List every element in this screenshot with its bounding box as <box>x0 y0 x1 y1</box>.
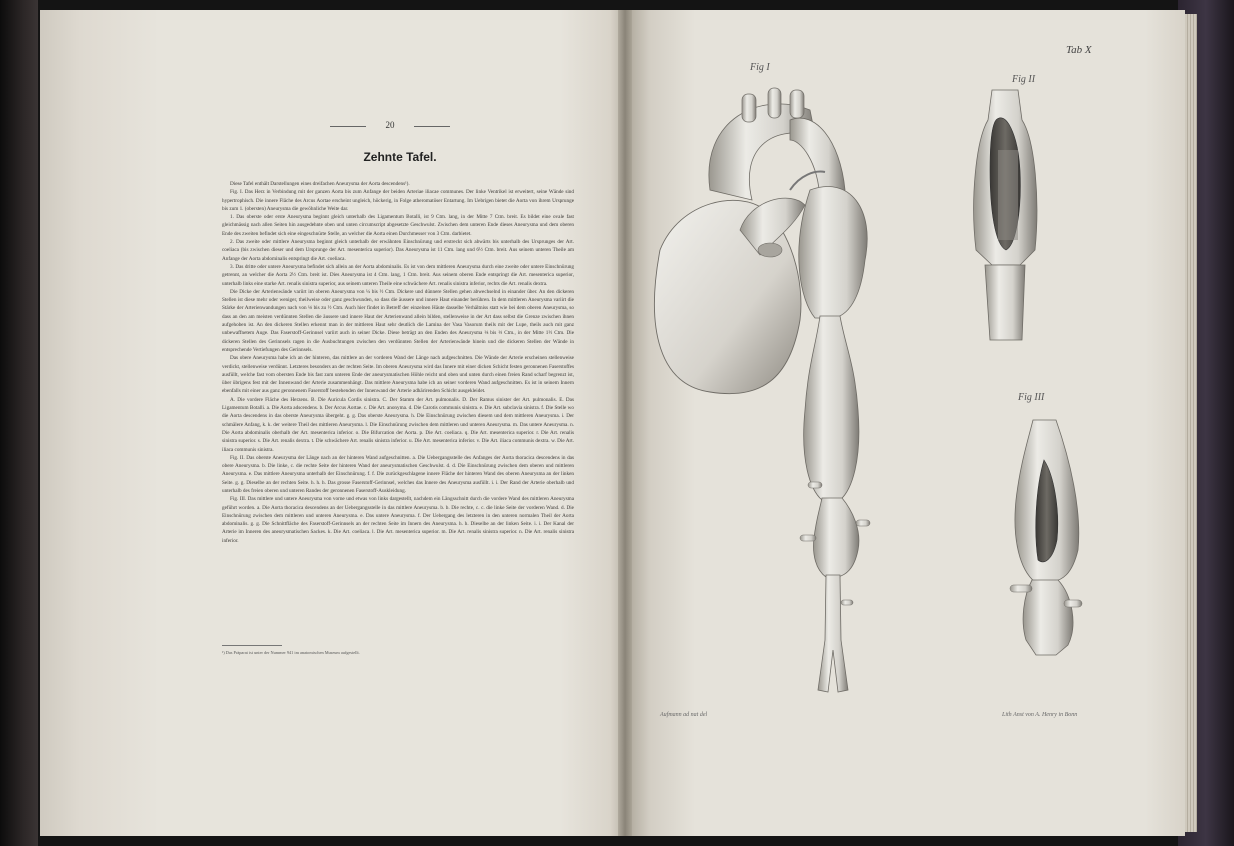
figure-3-middle-and-lower-aneurysm <box>1010 420 1082 655</box>
plate-number: Tab X <box>1066 44 1092 56</box>
fig1-label: Fig I <box>750 62 770 73</box>
lithographer-credit: Lith Anst von A. Henry in Bonn <box>1002 712 1078 718</box>
figure-2-opened-aneurysm <box>974 90 1037 340</box>
fig2-label: Fig II <box>1012 74 1036 85</box>
book-gutter <box>618 10 632 836</box>
paragraph: Fig. III. Das mittlere und untere Aneurysma von vorne und etwas von links dargestellt, nachdem ein Längsschnitt durch die vordere Wand des mittleren Aneurysma geführt worden. a. Die Aorta thoracica descendens an der Uebergangsstelle in das mittlere Aneurysma. b. b. Die rechte, c. c. die linke Seite der vorderen Wand. d. Die Einschnürung zwischen dem mittleren und unteren Aneurysma. e. Das untere Aneurysma. f. Der Uebergang des letzteren in den unteren normalen Theil der Aorta abdominalis. g. g. Die Schnittfläche des Faserstoff-Gerinnsels an der rechten Seite im Innern des Aneurysma. h. h. Dieselbe an der linken Seite. i. i. Der Kanal der Arterie im Inneren des aneurysmatischen Sackes. k. Die Art. coeliaca. l. Die Art. mesenterica superior. m. Die Art. renalis sinistra superior. n. Die Art. renalis sinistra inferior. <box>222 496 574 544</box>
paragraph: Die Dicke der Arterienwände variirt im oberen Aneurysma von ¼ bis ½ Ctm. Dickere und dünnere Stellen gehen abwechselnd in einander über. An den dickeren Stellen ist diese mehr oder weniger, theilweise oder ganz geschwunden, so dass die äussere und innere Haut einander berühren. In dem mittleren Aneurysma variirt die Stärke der Arterienwandungen nach von ⅛ bis zu ½ Ctm. Auch hier findet in Betreff der einzelnen Häute dasselbe Verhältniss statt wie bei dem oberen Aneurysma, so dass an den am meisten verdünnten Stellen die äussere und innere Haut der Arterienwand allein bilden, stellenweise in der Art dass selbst die Grenze zwischen ihnen aufgehoben ist. An den dickeren Stellen erkennt man in der mittleren Haut sehr deutlich die Lamina der Vasa Vasorum theils mit der Lupe, theils auch mit ganz unbewaffnetem Auge. Das Faserstoff-Gerinnsel variirt auch in seiner Dicke. Diese beträgt an den Enden des Aneurysma ⅛ bis ⅓ Ctm., in der Mitte 1½ Ctm. Die dickeren Stellen des Gerinnsels ragen in die Ausbuchtungen zwischen den verdünnten Stellen der Arterienwände hinein und die dickeren Stellen der Wände in entsprechende Vertiefungen des Gerinnsels. <box>222 288 574 353</box>
footnote: ¹) Das Präparat ist unter der Nummer 941 im anatomischen Museum aufgestellt. <box>222 650 360 655</box>
paragraph: Diese Tafel enthält Darstellungen eines dreifachen Aneurysma der Aorta descendens¹). <box>230 181 410 187</box>
paragraph: 1. Das oberste oder erste Aneurysma beginnt gleich unterhalb des Ligamentum Botalli, ist 9 Ctm. lang, in der Mitte 7 Ctm. breit. Es bildet eine ovale fast gleichmässig nach allen Seiten hin ausgedehnte oben und unten circumscript abgesetzte Geschwulst. Zwischen dem unteren Ende dieses Aneurysma und dem oberen Ende des zweiten befindet sich eine eingeschnürte Stelle, an welcher die Aorta einen Durchmesser von 3 Ctm. darbietet. <box>222 214 574 237</box>
page-number: 20 <box>330 120 450 130</box>
paragraph: Das obere Aneurysma habe ich an der hinteren, das mittlere an der vorderen Wand der Länge nach aufgeschnitten. Die Wände der Arterie erscheinen stellenweise verdickt, stellenweise verdünnt. Letzteres besonders an der rechten Seite. Im oberen Aneurysma wird das Innere mit einer dicken Schicht festen geronnenen Faserstoffes ausfüllt, welche fast vom obersten Ende bis fast zum unteren Ende der aneurysmatischen Höhle reicht und oben und unten durch einen freien Rand scharf begrenzt ist, über übrigens fest mit der Innenwand der Arterie zusammenhängt. Das mittlere Aneurysma habe ich an seiner vorderen Wand aufgeschnitten. Es ist in seinem Innern ebenfalls mit einer aus ganz geronnenem Faserstoff bestehenden der Innenwand der Arterie adhärirenden Schicht ausgekleidet. <box>222 355 574 395</box>
paragraph: Fig. I. Das Herz in Verbindung mit der ganzen Aorta bis zum Anfange der beiden Arteriae iliacae communes. Der linke Ventrikel ist erweitert, seine Wände sind hypertrophisch. Die innere Fläche des Arcus Aortae erscheint ungleich, höckerig, in Folge atheromatöser Entartung. Im Uebrigen bietet die Aorta von ihrem Ursprunge bis zum 1. (obersten) Aneurysma die gewöhnliche Weite dar. <box>222 189 574 212</box>
paragraph: 3. Das dritte oder untere Aneurysma befindet sich allein an der Aorta abdominalis. Es ist von dem mittleren Aneurysma durch eine zweite oder untere Einschnürung getrennt, an welcher die Aorta 2½ Ctm. breit ist. Dies Aneurysma ist 4 Ctm. lang, 1 Ctm. breit. Aus seinem oberen Ende entspringt die Art. mesenterica superior, unterhalb links eine starke Art. renalis sinistra superior, aus seinem unteren Theile eine schwächere Art. renalis sinistra inferior, rechts die Art. renalis dextra. <box>222 263 574 287</box>
paragraph: Fig. II. Das oberste Aneurysma der Länge nach an der hinteren Wand aufgeschnitten. a. Die Uebergangsstelle des Anfanges der Aorta thoracica descendens in das obere Aneurysma. b. Die linke, c. die rechte Seite der hinteren Wand der aneurysmatischen Geschwulst. d. d. Die Einschnürung zwischen dem oberen und mittleren Aneurysma. e. Das mittlere Aneurysma unterhalb der Einschnürung. f. f. Die zurückgeschlagene innere Fläche der hinteren Wand des oberen Aneurysma an der linken Seite. g. g. Dieselbe an der rechten Seite. h. h. h. Das grosse Faserstoff-Gerinnsel, welches das Innere des Aneurysma ausfüllt. i. i. Der Rand der Arterie oberhalb und unterhalb des freien oberen und unteren Randes der geronnenen Faserstoff-Auskleidung. <box>222 454 574 494</box>
anatomical-plate <box>640 80 1160 700</box>
footnote-rule <box>222 645 282 646</box>
artist-credit: Aufmann ad nat del <box>660 712 708 718</box>
book-cover-left <box>0 0 38 846</box>
fig3-label: Fig III <box>1018 392 1045 403</box>
page-title: Zehnte Tafel. <box>363 150 437 164</box>
paragraph: A. Die vordere Fläche des Herzens. B. Die Auricula Cordis sinistra. C. Der Stamm der Art. pulmonalis. D. Der Ramus sinister der Art. pulmonalis. E. Das Ligamentum Botalli. a. Die Aorta adscendens. b. Der Arcus Aortae. c. Die Art. anonyma. d. Die Carotis communis sinistra. e. Die Art. subclavia sinistra. f. Die Stelle wo die Aorta descendens in das oberste Aneurysma übergeht. g. g. Das oberste Aneurysma. h. Die Einschnürung zwischen diesem und dem mittleren Aneurysma. i. Der schmälere Anfang, k. k. der weitere Theil des mittleren Aneurysma. l. Die Einschnürung zwischen dem mittleren und unteren Aneurysma. m. Das untere Aneurysma. n. Die Aorta abdominalis oberhalb der Art. mesenterica inferior. o. Die Bifurcation der Aorta. p. Die Art. coeliaca. q. Die Art. mesenterica superior. r. Die Art. renalis sinistra superior. s. Die Art. renalis dextra. t. Die schwächere Art. renalis sinistra inferior. u. Die Art. mesenterica inferior. v. Die Art. iliaca communis dextra. w. Die Art. iliaca communis sinistra. <box>222 396 574 453</box>
page-edges <box>1185 14 1197 832</box>
paragraph: 2. Das zweite oder mittlere Aneurysma beginnt gleich unterhalb der erwähnten Einschnürung und erstreckt sich abwärts bis unterhalb des Ursprunges der Art. coeliaca (bis zwischen dieser und dem Ursprunge der Art. mesenterica superior). Das Aneurysma ist 11 Ctm. lang und 6½ Ctm. breit. Aus seinem unteren Theile am Anfange der Aorta abdominalis entspringt die Art. coeliaca. <box>222 239 574 262</box>
plate-description <box>222 180 574 640</box>
figure-1-aorta <box>654 88 870 692</box>
